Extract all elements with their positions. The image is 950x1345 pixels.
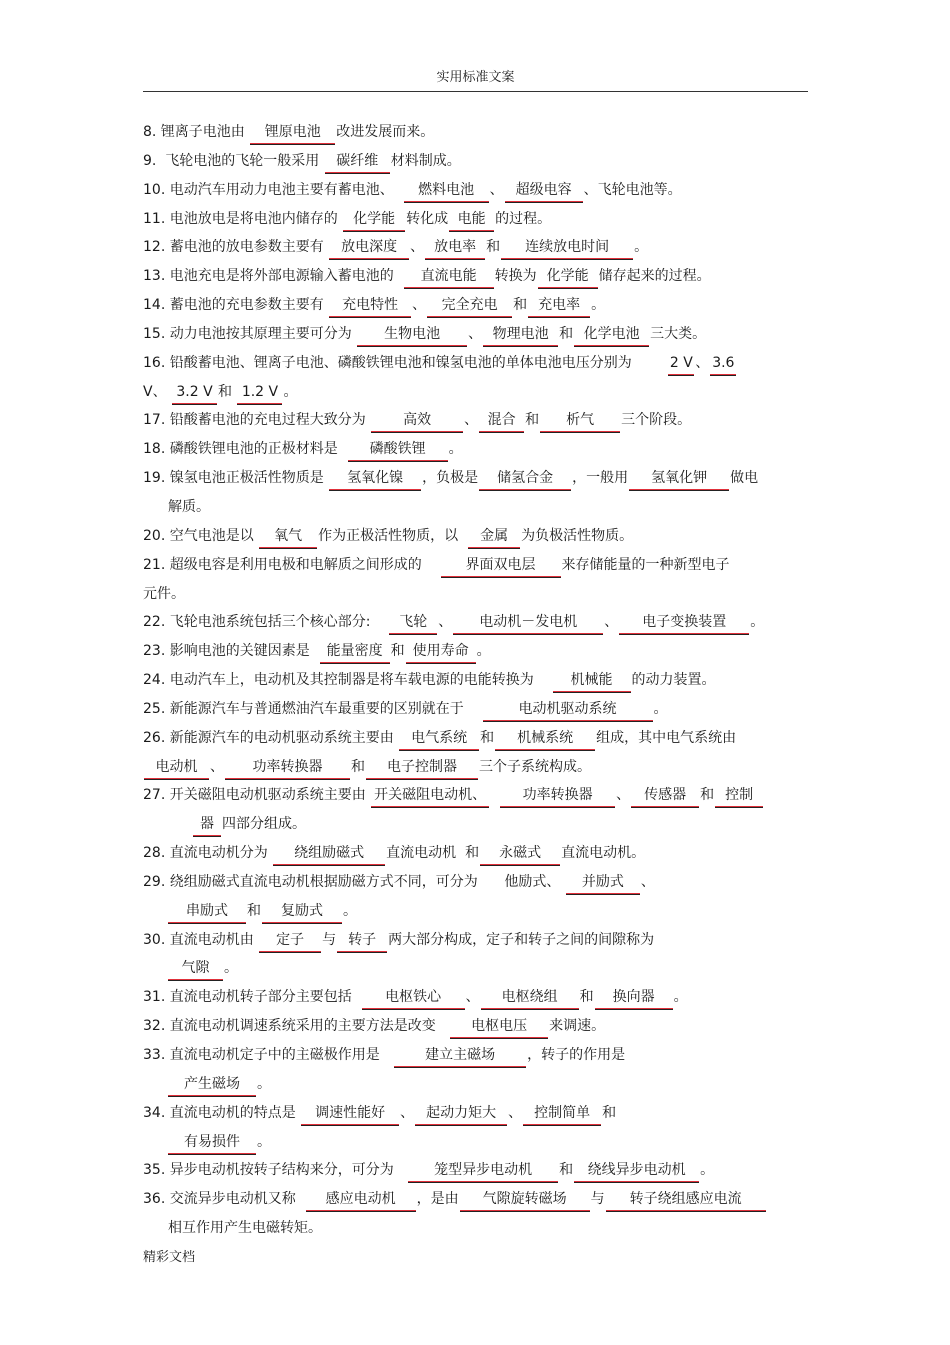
question-text: 和 — [480, 729, 495, 746]
question-text: 28. 直流电动机分为 — [143, 845, 273, 862]
answer-blank: 绕线异步电动机 — [574, 1161, 699, 1182]
question-text: 。 — [257, 1075, 271, 1092]
question-text: 材料制成。 — [390, 152, 461, 169]
answer-blank: 飞轮 — [389, 613, 437, 634]
answer-blank: 氢氧化镍 — [329, 469, 421, 490]
question-text: 和 — [559, 325, 574, 342]
question-text: 组成，其中电气系统由 — [596, 729, 737, 746]
answer-blank: 碳纤维 — [325, 152, 390, 173]
question-text: 与 — [590, 1191, 605, 1208]
question-text: 21. 超级电容是利用电极和电解质之间形成的 — [143, 556, 440, 573]
question-line — [143, 695, 808, 724]
question-line — [143, 839, 808, 868]
question-text: 14. 蓄电池的充电参数主要有 — [143, 297, 329, 314]
answer-blank: 产生磁场 — [168, 1075, 256, 1096]
answer-blank: 能量密度 — [320, 642, 390, 663]
question-text: 、飞轮电池等。 — [583, 181, 682, 198]
question-text: 34. 直流电动机的特点是 — [143, 1104, 301, 1121]
question-text: 直流电动机。 — [561, 845, 646, 862]
answer-blank: 电气系统 — [399, 729, 479, 750]
answer-blank: 析气 — [540, 411, 620, 432]
question-text: 和 — [700, 787, 715, 804]
answer-blank: 2 V — [668, 354, 694, 375]
question-text: 36. 交流异步电动机又称 — [143, 1191, 305, 1208]
question-text: 做电 — [730, 470, 759, 487]
question-text: 的动力装置。 — [631, 672, 716, 689]
answer-blank: 转子 — [337, 931, 387, 952]
question-text: 。 — [476, 643, 491, 660]
question-line — [143, 724, 808, 753]
question-line — [143, 983, 808, 1012]
question-text: 与 — [322, 931, 337, 948]
question-line — [143, 608, 808, 637]
answer-blank: 电能 — [449, 210, 494, 231]
question-text: 。 — [653, 700, 668, 717]
answer-blank: 换向器 — [595, 988, 673, 1009]
question-text: 作为正极活性物质，以 — [318, 527, 468, 544]
question-text: 相互作用产生电磁转矩。 — [168, 1220, 322, 1237]
question-line — [143, 1041, 808, 1070]
answer-blank: 传感器 — [631, 786, 699, 807]
question-text: 32. 直流电动机调速系统采用的主要方法是改变 — [143, 1018, 450, 1035]
answer-blank: 气隙旋转磁场 — [460, 1190, 590, 1211]
question-text: 和 — [513, 297, 528, 314]
answer-blank: 复励式 — [262, 902, 342, 923]
answer-blank: 定子 — [259, 931, 321, 952]
answer-blank: 绕组励磁式 — [273, 844, 385, 865]
answer-blank: 化学电池 — [574, 325, 649, 346]
question-line — [143, 580, 808, 609]
question-text: 17. 铅酸蓄电池的充电过程大致分为 — [143, 412, 371, 429]
question-line — [143, 637, 808, 666]
question-text: 20. 空气电池是以 — [143, 527, 259, 544]
answer-blank: 氢氧化钾 — [629, 469, 729, 490]
question-text: 16. 铅酸蓄电池、锂离子电池、磷酸铁锂电池和镍氢电池的单体电池电压分别为 — [143, 354, 668, 371]
question-text: 、 — [412, 297, 427, 314]
question-line — [143, 810, 808, 839]
answer-blank: 永磁式 — [480, 844, 560, 865]
answer-blank: 电动机－发电机 — [453, 613, 603, 634]
answer-blank: 起动力矩大 — [415, 1104, 507, 1125]
question-line — [143, 1070, 808, 1099]
answer-blank: 放电深度 — [329, 238, 409, 259]
question-text: 、 — [438, 614, 453, 631]
question-text: 和 — [525, 412, 540, 429]
question-text: 10. 电动汽车用动力电池主要有蓄电池、 — [143, 181, 403, 198]
question-text: 四部分组成。 — [222, 816, 306, 833]
answer-blank: 3.2 V — [172, 383, 217, 404]
answer-blank: 混合 — [479, 411, 524, 432]
question-text: 转换为 — [494, 268, 537, 285]
question-text: 和 — [602, 1104, 617, 1121]
question-text: 来调速。 — [549, 1018, 606, 1035]
question-line — [143, 1156, 808, 1185]
question-text: 。 — [448, 441, 463, 458]
answer-blank: 放电率 — [425, 238, 485, 259]
question-text: 15. 动力电池按其原理主要可分为 — [143, 325, 357, 342]
question-text: 解质。 — [168, 498, 210, 515]
question-text: 和 — [579, 989, 594, 1006]
question-text: 、 — [464, 412, 479, 429]
answer-blank: 电枢铁心 — [362, 988, 465, 1009]
question-text: 直流电动机 和 — [386, 845, 480, 862]
question-line — [143, 1214, 808, 1243]
question-line — [143, 666, 808, 695]
question-text: 30. 直流电动机由 — [143, 931, 259, 948]
question-text: 。 — [750, 614, 765, 631]
question-text: 和 — [559, 1162, 574, 1179]
question-text: 、 — [604, 614, 619, 631]
question-text: 储存起来的过程。 — [598, 268, 711, 285]
question-text: 来存储能量的一种新型电子 — [561, 556, 730, 573]
question-text: 、 — [400, 1104, 415, 1121]
question-text: 8. 锂离子电池由 — [143, 124, 250, 140]
question-line — [143, 868, 808, 897]
answer-blank: 氧气 — [259, 527, 317, 548]
question-text: 、 — [489, 181, 504, 198]
question-text: 和 — [247, 902, 261, 919]
question-text: 22. 飞轮电池系统包括三个核心部分: — [143, 614, 389, 631]
question-text: 。 — [591, 297, 606, 314]
answer-blank: 完全充电 — [427, 296, 512, 317]
question-line — [143, 378, 808, 407]
answer-blank: 器 — [193, 815, 221, 836]
answer-blank: 机械系统 — [495, 729, 595, 750]
answer-blank: 电枢绕组 — [481, 988, 579, 1009]
question-text: 两大部分构成，定子和转子之间的间隙称为 — [388, 931, 655, 948]
question-text: 、 — [695, 354, 710, 371]
question-text: ，一般用 — [572, 470, 629, 487]
question-text: 19. 镍氢电池正极活性物质是 — [143, 470, 329, 487]
question-text: 转化成 — [406, 210, 449, 227]
answer-blank: 机械能 — [553, 671, 631, 692]
question-line — [143, 435, 808, 464]
question-text: 和 — [486, 239, 501, 256]
question-line — [143, 781, 808, 810]
answer-blank: 电子控制器 — [366, 758, 478, 779]
answer-blank: 超级电容 — [505, 181, 583, 202]
answer-blank: 充电特性 — [329, 296, 411, 317]
question-line — [143, 1128, 808, 1157]
answer-blank: 连续放电时间 — [501, 238, 633, 259]
question-text: 元件。 — [143, 585, 185, 602]
answer-blank: 功率转换器 — [500, 786, 615, 807]
question-line — [143, 1012, 808, 1041]
question-line — [143, 118, 808, 147]
question-line — [143, 262, 808, 291]
answer-blank: 燃料电池 — [404, 181, 489, 202]
question-text: 三大类。 — [650, 325, 707, 342]
question-text: ，转子的作用是 — [527, 1047, 626, 1063]
answer-blank: 建立主磁场 — [394, 1046, 526, 1067]
question-text: 、 — [508, 1104, 523, 1121]
question-line — [143, 551, 808, 580]
question-text: 23. 影响电池的关键因素是 — [143, 643, 319, 660]
question-text: 、 — [465, 989, 480, 1006]
answer-blank: 调速性能好 — [301, 1104, 399, 1125]
question-line — [143, 233, 808, 262]
question-line — [143, 1185, 808, 1214]
question-text: ，负极是 — [422, 470, 479, 487]
question-text: 。 — [257, 1133, 271, 1150]
question-line — [143, 1099, 808, 1128]
answer-blank: 控制简单 — [523, 1104, 601, 1125]
answer-blank: 电枢电压 — [450, 1017, 548, 1038]
question-text: 9. 飞轮电池的飞轮一般采用 — [143, 152, 324, 169]
question-line — [143, 493, 808, 522]
question-text: 和 — [218, 383, 237, 400]
question-text: 和 — [351, 758, 365, 775]
question-text: 12. 蓄电池的放电参数主要有 — [143, 239, 329, 256]
question-text: 。 — [283, 383, 298, 400]
answer-blank: 1.2 V — [237, 383, 282, 404]
question-text: 18. 磷酸铁锂电池的正极材料是 — [143, 441, 347, 458]
answer-blank: 串励式 — [168, 902, 246, 923]
question-text: 33. 直流电动机定子中的主磁极作用是 — [143, 1047, 394, 1063]
answer-blank: 磷酸铁锂 — [348, 440, 448, 461]
question-text: 。 — [700, 1162, 715, 1179]
question-text: 。 — [673, 989, 688, 1006]
question-text: 、 — [640, 873, 655, 890]
answer-blank: 界面双电层 — [441, 556, 561, 577]
question-text: ，是由 — [416, 1191, 459, 1208]
question-line — [143, 954, 808, 983]
question-text: 三个子系统构成。 — [479, 758, 591, 775]
question-text: 11. 电池放电是将电池内储存的 — [143, 210, 343, 227]
answer-blank: 功率转换器 — [225, 758, 350, 779]
answer-blank: 电动机驱动系统 — [483, 700, 653, 721]
question-line — [143, 205, 808, 234]
question-text: 。 — [634, 239, 649, 256]
question-text: 26. 新能源汽车的电动机驱动系统主要由 — [143, 729, 399, 746]
answer-blank: 高效 — [371, 411, 463, 432]
answer-blank: 并励式 — [566, 873, 640, 894]
answer-blank: 直流电能 — [404, 267, 494, 288]
answer-blank: 转子绕组感应电流 — [606, 1190, 766, 1211]
question-text: 。 — [224, 960, 238, 977]
question-line — [143, 464, 808, 493]
answer-blank: 笼型异步电动机 — [408, 1161, 558, 1182]
answer-blank: 有易损件 — [168, 1133, 256, 1154]
answer-blank: 化学能 — [538, 267, 598, 288]
answer-blank: 生物电池 — [357, 325, 467, 346]
question-text: 13. 电池充电是将外部电源输入蓄电池的 — [143, 268, 403, 285]
question-text: 、 — [410, 239, 425, 256]
answer-blank: 充电率 — [528, 296, 590, 317]
question-text: 25. 新能源汽车与普通燃油汽车最重要的区别就在于 — [143, 700, 482, 717]
question-text: 24. 电动汽车上，电动机及其控制器是将车载电源的电能转换为 — [143, 672, 552, 689]
question-line — [143, 349, 808, 378]
answer-blank: 金属 — [468, 527, 520, 548]
question-text: 、 — [210, 758, 224, 775]
question-line — [143, 522, 808, 551]
answer-blank: 开关磁阻电动机、 — [371, 786, 489, 807]
answer-blank: 感应电动机 — [306, 1190, 416, 1211]
question-text: V、 — [143, 383, 172, 400]
question-text: 。 — [343, 902, 357, 919]
page-footer: 精彩文档 — [143, 1250, 196, 1265]
question-text: 的过程。 — [495, 210, 552, 227]
answer-blank: 电动机 — [144, 758, 209, 779]
answer-blank: 电子变换装置 — [619, 613, 749, 634]
answer-blank: 控制 — [715, 786, 763, 807]
question-line — [143, 926, 808, 955]
question-text: 为负极活性物质。 — [521, 527, 634, 544]
answer-blank: 3.6 — [710, 354, 736, 375]
question-text: 三个阶段。 — [621, 412, 692, 429]
question-text: 、 — [468, 325, 483, 342]
question-line — [143, 176, 808, 205]
question-line — [143, 320, 808, 349]
answer-blank: 气隙 — [168, 959, 223, 980]
question-line — [143, 897, 808, 926]
question-text: 35. 异步电动机按转子结构来分，可分为 — [143, 1162, 408, 1179]
answer-blank: 锂原电池 — [250, 123, 335, 144]
document-body — [143, 118, 808, 1243]
answer-blank: 物理电池 — [483, 325, 558, 346]
question-text — [490, 787, 499, 803]
answer-blank: 使用寿命 — [406, 642, 476, 663]
page-header: 实用标准文案 — [143, 66, 808, 92]
answer-blank: 储氢合金 — [479, 469, 571, 490]
answer-blank: 化学能 — [343, 210, 405, 231]
question-line — [143, 753, 808, 782]
question-text: 31. 直流电动机转子部分主要包括 — [143, 989, 361, 1006]
question-text: 29. 绕组励磁式直流电动机根据励磁方式不同，可分为 他励式、 — [143, 873, 565, 890]
question-line — [143, 291, 808, 320]
question-text: 和 — [390, 643, 405, 660]
question-text: 27. 开关磁阻电动机驱动系统主要由 — [143, 787, 371, 804]
question-line — [143, 147, 808, 176]
question-line — [143, 406, 808, 435]
question-text: 改进发展而来。 — [336, 124, 435, 140]
question-text: 、 — [616, 787, 631, 804]
